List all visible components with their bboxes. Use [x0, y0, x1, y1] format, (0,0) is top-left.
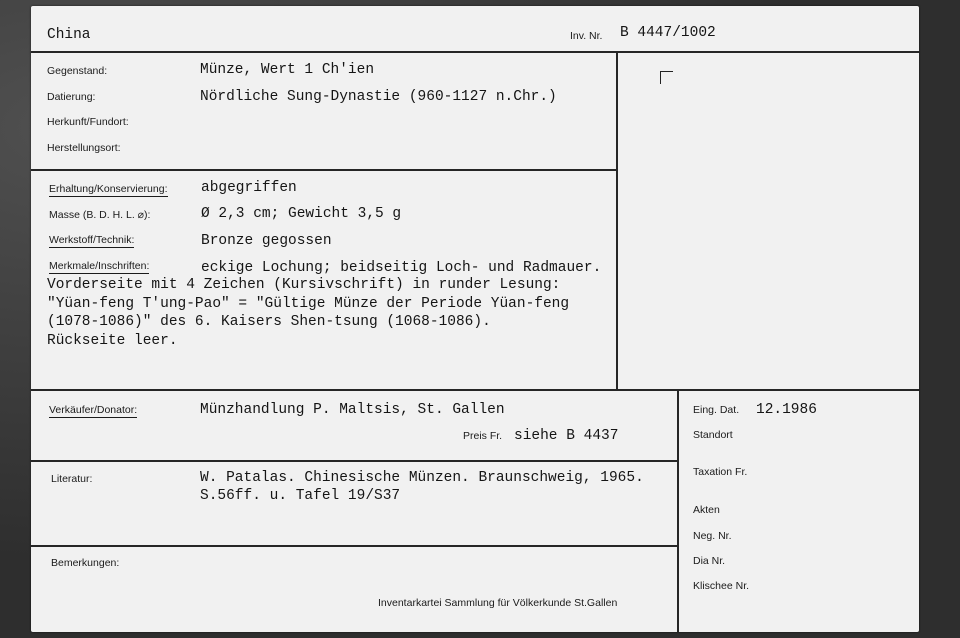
inv-label: Inv. Nr.	[570, 30, 603, 42]
werkstoff-label: Werkstoff/Technik:	[49, 234, 135, 246]
literatur-line2: S.56ff. u. Tafel 19/S37	[200, 488, 401, 504]
standort-label: Standort	[693, 429, 733, 441]
preis-label: Preis Fr.	[463, 430, 503, 442]
country: China	[47, 27, 91, 43]
footer-text: Inventarkartei Sammlung für Völkerkunde St.Gallen	[378, 597, 618, 609]
preis-value: siehe B 4437	[514, 428, 619, 444]
erhaltung-label: Erhaltung/Konservierung:	[49, 183, 168, 195]
verkaeufer-value: Münzhandlung P. Maltsis, St. Gallen	[200, 402, 505, 418]
merkmale-label: Merkmale/Inschriften:	[49, 260, 150, 272]
dia-nr-label: Dia Nr.	[693, 555, 726, 567]
verkaeufer-label: Verkäufer/Donator:	[49, 404, 138, 416]
gegenstand-label: Gegenstand:	[47, 65, 108, 77]
rule-header	[31, 51, 919, 53]
klischee-nr-label: Klischee Nr.	[693, 580, 750, 592]
werkstoff-value: Bronze gegossen	[201, 233, 332, 249]
rule-literature	[31, 545, 678, 547]
literatur-line1: W. Patalas. Chinesische Münzen. Braunschweig, 1965.	[200, 470, 644, 486]
rule-vertical-upper	[616, 51, 618, 391]
rule-vertical-lower	[677, 389, 679, 632]
inv-value: B 4447/1002	[620, 25, 716, 41]
rule-object	[31, 169, 617, 171]
gegenstand-value: Münze, Wert 1 Ch'ien	[200, 62, 375, 78]
neg-nr-label: Neg. Nr.	[693, 530, 732, 542]
rule-condition	[31, 389, 919, 391]
corner-mark	[660, 71, 673, 84]
eing-dat-value: 12.1986	[756, 402, 817, 418]
datierung-value: Nördliche Sung-Dynastie (960-1127 n.Chr.)	[200, 89, 557, 105]
masse-value: Ø 2,3 cm; Gewicht 3,5 g	[201, 206, 402, 222]
merkmale-text: Vorderseite mit 4 Zeichen (Kursivschrift) in runder Lesung: "Yüan-feng T'ung-Pao" = "Gültige Münze der Periode Yüan-feng (1078-1086)" des 6. Kaisers Shen-tsung (1068-1086). Rückseite leer.	[47, 277, 570, 349]
taxation-label: Taxation Fr.	[693, 466, 748, 478]
inventory-card	[31, 6, 919, 632]
herstellungsort-label: Herstellungsort:	[47, 142, 121, 154]
rule-acquisition	[31, 460, 678, 462]
herkunft-label: Herkunft/Fundort:	[47, 116, 129, 128]
erhaltung-value: abgegriffen	[201, 180, 297, 196]
akten-label: Akten	[693, 504, 720, 516]
bemerkungen-label: Bemerkungen:	[51, 557, 120, 569]
eing-dat-label: Eing. Dat.	[693, 404, 740, 416]
masse-label: Masse (B. D. H. L. ⌀):	[49, 209, 151, 221]
literatur-label: Literatur:	[51, 473, 93, 485]
merkmale-first-line: eckige Lochung; beidseitig Loch- und Radmauer.	[201, 260, 602, 276]
datierung-label: Datierung:	[47, 91, 96, 103]
